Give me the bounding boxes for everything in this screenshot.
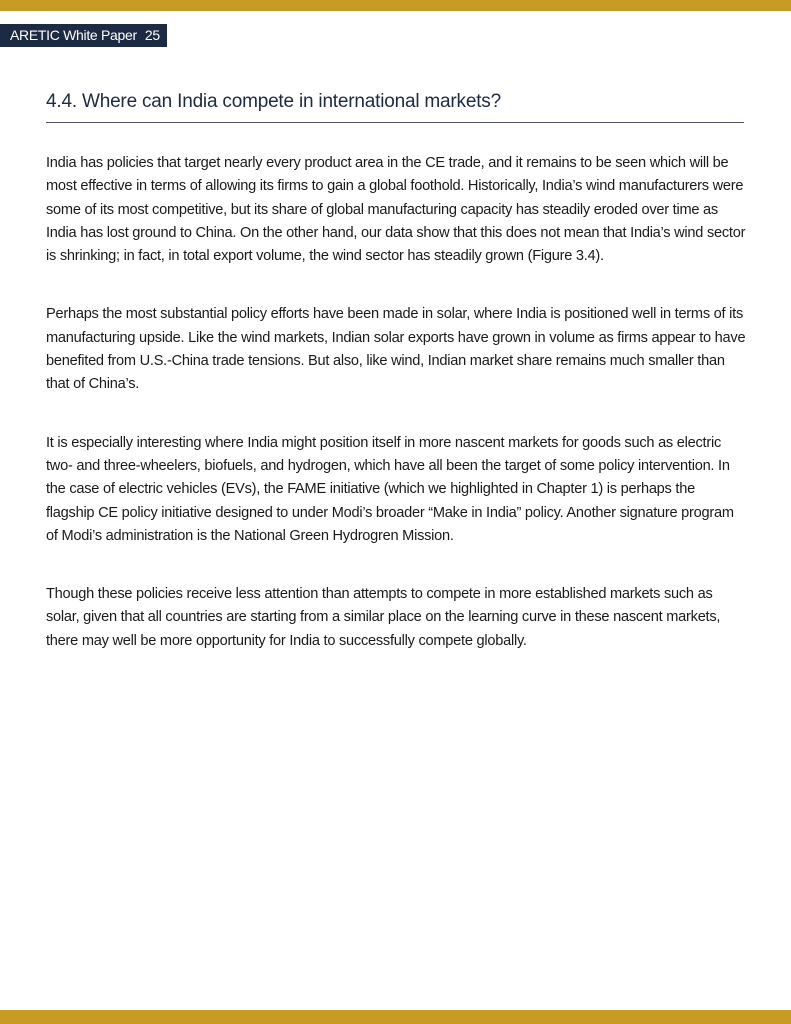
paragraph-3: It is especially interesting where India might position itself in more nascent markets for goods such as electric two- and three-wheelers, biofuels, and hydrogen, which have all been the target of some policy intervention. In the case of electric vehicles (EVs), the FAME initiative (which we highlighted in Chapter 1) is perhaps the flagship CE policy initiative designed to under Modi’s broader “Make in India” policy. Another signature program of Modi’s administration is the National Green Hydrogren Mission. — [46, 434, 734, 544]
section-title: 4.4. Where can India compete in international markets? — [46, 91, 501, 112]
title-divider — [46, 122, 744, 123]
paragraph-4: Though these policies receive less attention than attempts to compete in more established markets such as solar, given that all countries are starting from a similar place on the learning curve in these nascent markets, there may well be more opportunity for India to successfully compete globally. — [46, 586, 721, 649]
running-header — [0, 24, 167, 47]
paragraph-2: Perhaps the most substantial policy efforts have been made in solar, where India is positioned well in terms of its manufacturing upside. Like the wind markets, Indian solar exports have grown in volume as firms appear to have benefited from U.S.-China trade tensions. But also, like wind, Indian market share remains much smaller than that of China’s. — [46, 306, 746, 393]
publication-name: ARETIC White Paper — [10, 27, 137, 43]
body-text — [46, 152, 746, 688]
bottom-accent-bar — [0, 1010, 791, 1024]
page-number: 25 — [144, 27, 160, 43]
top-accent-bar — [0, 0, 791, 11]
paragraph-1: India has policies that target nearly every product area in the CE trade, and it remains to be seen which will be most effective in terms of allowing its firms to gain a global foothold. Historically, India’s wind manufacturers were some of its most competitive, but its share of global manufacturing capacity has steadily eroded over time as India has lost ground to China. On the other hand, our data show that this does not mean that India’s wind sector is shrinking; in fact, in total export volume, the wind sector has steadily grown (Figure 3.4). — [46, 155, 746, 265]
